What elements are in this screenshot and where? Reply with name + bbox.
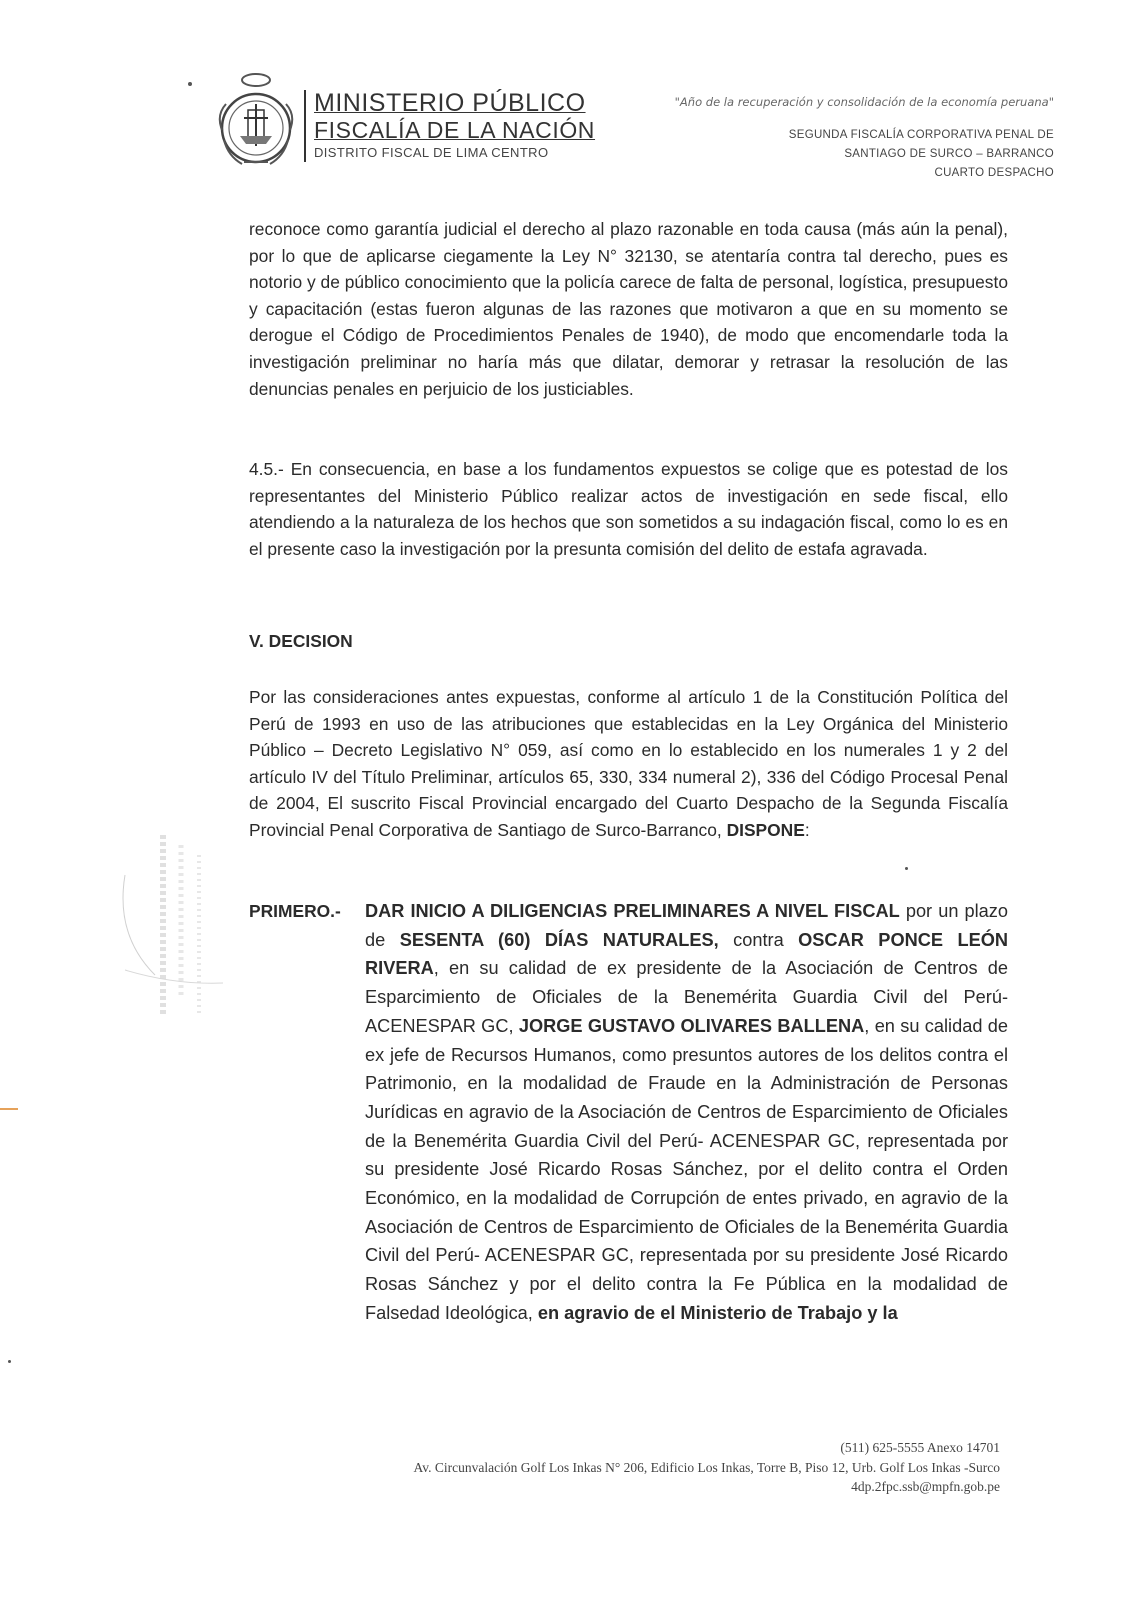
primero-label: PRIMERO.-: [249, 901, 341, 921]
footer-address: Av. Circunvalación Golf Los Inkas N° 206, Edificio Los Inkas, Torre B, Piso 12, Urb. Golf Los Inkas -Surco: [413, 1459, 1000, 1475]
office-line-1: SEGUNDA FISCALÍA CORPORATIVA PENAL DE: [788, 129, 1054, 141]
primero-text-1: por un plazo de: [365, 901, 1009, 950]
dispone-keyword: DISPONE: [726, 819, 805, 840]
decision-text: Por las consideraciones antes expuestas, conforme al artículo 1 de la Constitución Política del Perú de 1993 en uso de las atribuciones que establecidas en la Ley Orgánica del Ministerio Público – Decreto Legislativo N° 059, así como en lo establecido en los numerales 1 y 2 del artículo IV del Título Preliminar, artículos 65, 330, 334 numeral 2), 336 del Código Procesal Penal de 2004, El suscrito Fiscal Provincial encargado del Cuarto Despacho de la Segunda Fiscalía Provincial Penal Corporativa de Santiago de Surco-Barranco,: [249, 687, 1008, 840]
paragraph-4-5: 4.5.- En consecuencia, en base a los fundamentos expuestos se colige que es potestad de los representantes del Ministerio Público realizar actos de investigación en sede fiscal, ello atendiendo a la naturaleza de los hechos que son sometidos a su indagación fiscal, como lo es en el presente caso la investigación por la presunta comisión del delito de estafa agravada.: [249, 459, 1008, 559]
primero-text: [365, 897, 1008, 1328]
primero-bold-1: DAR INICIO A DILIGENCIAS PRELIMINARES A NIVEL FISCAL: [365, 901, 900, 921]
speck: [188, 82, 192, 86]
organization-block: [304, 90, 604, 162]
footer-email: 4dp.2fpc.ssb@mpfn.gob.pe: [851, 1479, 1000, 1494]
district-name: DISTRITO FISCAL DE LIMA CENTRO: [314, 145, 549, 160]
speck: [905, 867, 908, 870]
primero-text-3: , en su calidad de ex presidente de la Asociación de Centros de Esparcimiento de Oficiales de la Benemérita Guardia Civil del Perú- ACENESPAR GC,: [365, 958, 1008, 1036]
paragraph-decision: [249, 684, 1008, 844]
primero-text-4: , en su calidad de ex jefe de Recursos Humanos, como presuntos autores de los delitos contra el Patrimonio, en la modalidad de Fraude en la Administración de Personas Jurídicas en agravio de la Asociación de Centros de Esparcimiento de Oficiales de la Benemérita Guardia Civil del Perú- ACENESPAR GC, representada por su presidente José Ricardo Rosas Sánchez, por el delito contra el Orden Económico, en la modalidad de Corrupción de entes privado, en agravio de la Asociación de Centros de Esparcimiento de Oficiales de la Benemérita Guardia Civil del Perú- ACENESPAR GC, representada por su presidente José Ricardo Rosas Sánchez y por el delito contra la Fe Pública en la modalidad de Falsedad Ideológica,: [365, 1015, 1009, 1323]
primero-bold-4: JORGE GUSTAVO OLIVARES BALLENA: [518, 1015, 865, 1036]
primero-bold-3: OSCAR PONCE LEÓN RIVERA: [365, 929, 1008, 979]
primero-bold-5: en agravio de el Ministerio de Trabajo y la: [537, 1302, 898, 1323]
footer-phone: (511) 625-5555 Anexo 14701: [840, 1440, 1000, 1455]
office-line-2: SANTIAGO DE SURCO – BARRANCO: [844, 148, 1054, 160]
footer-contact: [414, 1438, 1001, 1497]
decision-colon: :: [804, 819, 810, 840]
paragraph-1: reconoce como garantía judicial el derecho al plazo razonable en toda causa (más aún la penal), por lo que de aplicarse ciegamente la Ley N° 32130, se atentaría contra tal derecho, pues es notorio y de público conocimiento que la policía carece de falta de personal, logística, presupuesto y capacitación (estas fueron algunas de las razones que motivaron a que en su momento se derogue el Código de Procedimientos Penales de 1940), de modo que encomendarle toda la investigación preliminar no haría más que dilatar, demorar y retrasar la resolución de las denuncias penales en perjuicio de los justiciables.: [249, 219, 1008, 399]
faded-stamp-mark: [115, 815, 225, 1045]
org-subtitle: FISCALÍA DE LA NACIÓN: [314, 117, 596, 143]
office-line-3: CUARTO DESPACHO: [934, 167, 1054, 179]
year-motto: "Año de la recuperación y consolidación de la economía peruana": [674, 95, 1054, 109]
speck: [8, 1360, 11, 1363]
margin-mark: [0, 1108, 18, 1110]
primero-bold-2: SESENTA (60) DÍAS NATURALES,: [399, 929, 719, 950]
primero-text-2: contra: [718, 929, 799, 950]
org-name: MINISTERIO PÚBLICO: [314, 89, 586, 117]
section-heading-decision: V. DECISION: [249, 631, 353, 651]
ministry-seal-icon: [214, 70, 298, 174]
office-block: [789, 126, 1054, 183]
